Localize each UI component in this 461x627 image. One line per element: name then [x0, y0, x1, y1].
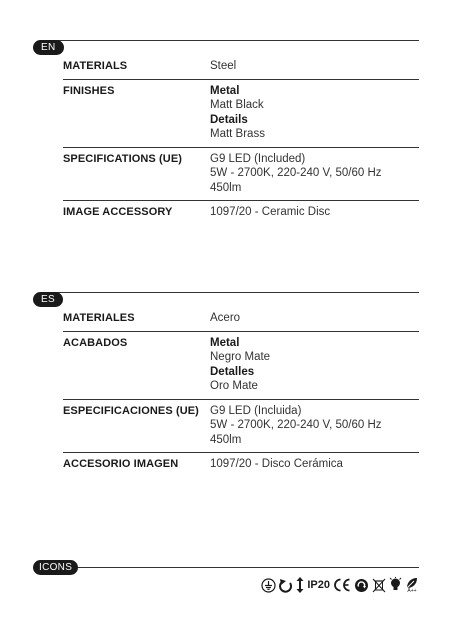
spec-value-heading: Metal — [210, 336, 240, 349]
section-header-es — [33, 292, 419, 308]
spec-value-line: Acero — [210, 312, 241, 324]
section-header-icons — [33, 560, 419, 576]
spec-value-line: 5W - 2700K, 220-240 V, 50/60 Hz — [210, 419, 382, 431]
spec-row-especificaciones — [63, 400, 419, 454]
spec-value — [210, 311, 240, 326]
spec-value — [210, 152, 382, 196]
section-es — [33, 292, 419, 477]
spec-value-line: 1097/20 - Disco Cerámica — [210, 458, 343, 470]
spec-value — [210, 457, 343, 472]
spec-row-finishes — [63, 80, 419, 148]
spec-value — [210, 205, 330, 220]
ce-mark-icon — [333, 577, 351, 593]
spec-row-specifications — [63, 148, 419, 202]
spec-value — [210, 404, 382, 448]
spec-value-line: Steel — [210, 60, 237, 72]
spec-value-line: Matt Black — [210, 99, 264, 111]
recycle-icon — [354, 577, 369, 593]
spec-value-heading: Detalles — [210, 365, 255, 378]
spec-label: ESPECIFICACIONES (UE) — [63, 404, 199, 417]
led-bulb-icon — [389, 577, 402, 593]
section-header-en — [33, 40, 419, 56]
rotatable-icon — [279, 577, 293, 593]
spec-value-line: Negro Mate — [210, 351, 271, 363]
language-badge-es: ES — [33, 292, 63, 307]
spec-row-accesorio-imagen — [63, 453, 419, 477]
energy-class-label: A++ — [407, 587, 417, 594]
divider — [53, 292, 419, 293]
spec-row-image-accessory — [63, 201, 419, 225]
spec-value-line: Oro Mate — [210, 380, 258, 392]
spec-value-line: 5W - 2700K, 220-240 V, 50/60 Hz — [210, 167, 382, 179]
energy-class-icon — [405, 576, 419, 594]
certification-icons — [261, 576, 419, 594]
spec-label: FINISHES — [63, 84, 115, 97]
spec-label: IMAGE ACCESSORY — [63, 206, 173, 218]
divider — [73, 567, 419, 568]
icons-badge: ICONS — [33, 560, 78, 575]
spec-value-line: G9 LED (Included) — [210, 152, 306, 165]
spec-value-line: 450lm — [210, 181, 242, 194]
spec-table-es — [33, 307, 419, 477]
spec-value-heading: Details — [210, 113, 248, 126]
earth-ground-icon — [261, 577, 276, 593]
spec-value — [210, 84, 265, 142]
adjustable-height-icon — [296, 577, 304, 593]
spec-label: SPECIFICATIONS (UE) — [63, 152, 183, 165]
spec-label: ACABADOS — [63, 336, 128, 349]
spec-label: MATERIALS — [63, 60, 128, 72]
spec-row-materials — [63, 55, 419, 80]
spec-row-acabados — [63, 332, 419, 400]
section-en — [33, 40, 419, 225]
spec-value-heading: Metal — [210, 84, 240, 97]
spec-value-line: 450lm — [210, 433, 242, 446]
spec-row-materiales — [63, 307, 419, 332]
spec-label: ACCESORIO IMAGEN — [63, 458, 179, 470]
divider — [53, 40, 419, 41]
section-icons — [33, 560, 419, 576]
spec-value-line: G9 LED (Incluida) — [210, 404, 302, 417]
spec-value-line: 1097/20 - Ceramic Disc — [210, 206, 331, 218]
ip20-icon: IP20 — [307, 579, 330, 591]
language-badge-en: EN — [33, 40, 64, 55]
weee-bin-icon — [372, 577, 386, 593]
spec-value-line: Matt Brass — [210, 128, 265, 140]
spec-table-en — [33, 55, 419, 225]
spec-value — [210, 336, 270, 394]
spec-label: MATERIALES — [63, 312, 135, 324]
spec-value — [210, 59, 236, 74]
